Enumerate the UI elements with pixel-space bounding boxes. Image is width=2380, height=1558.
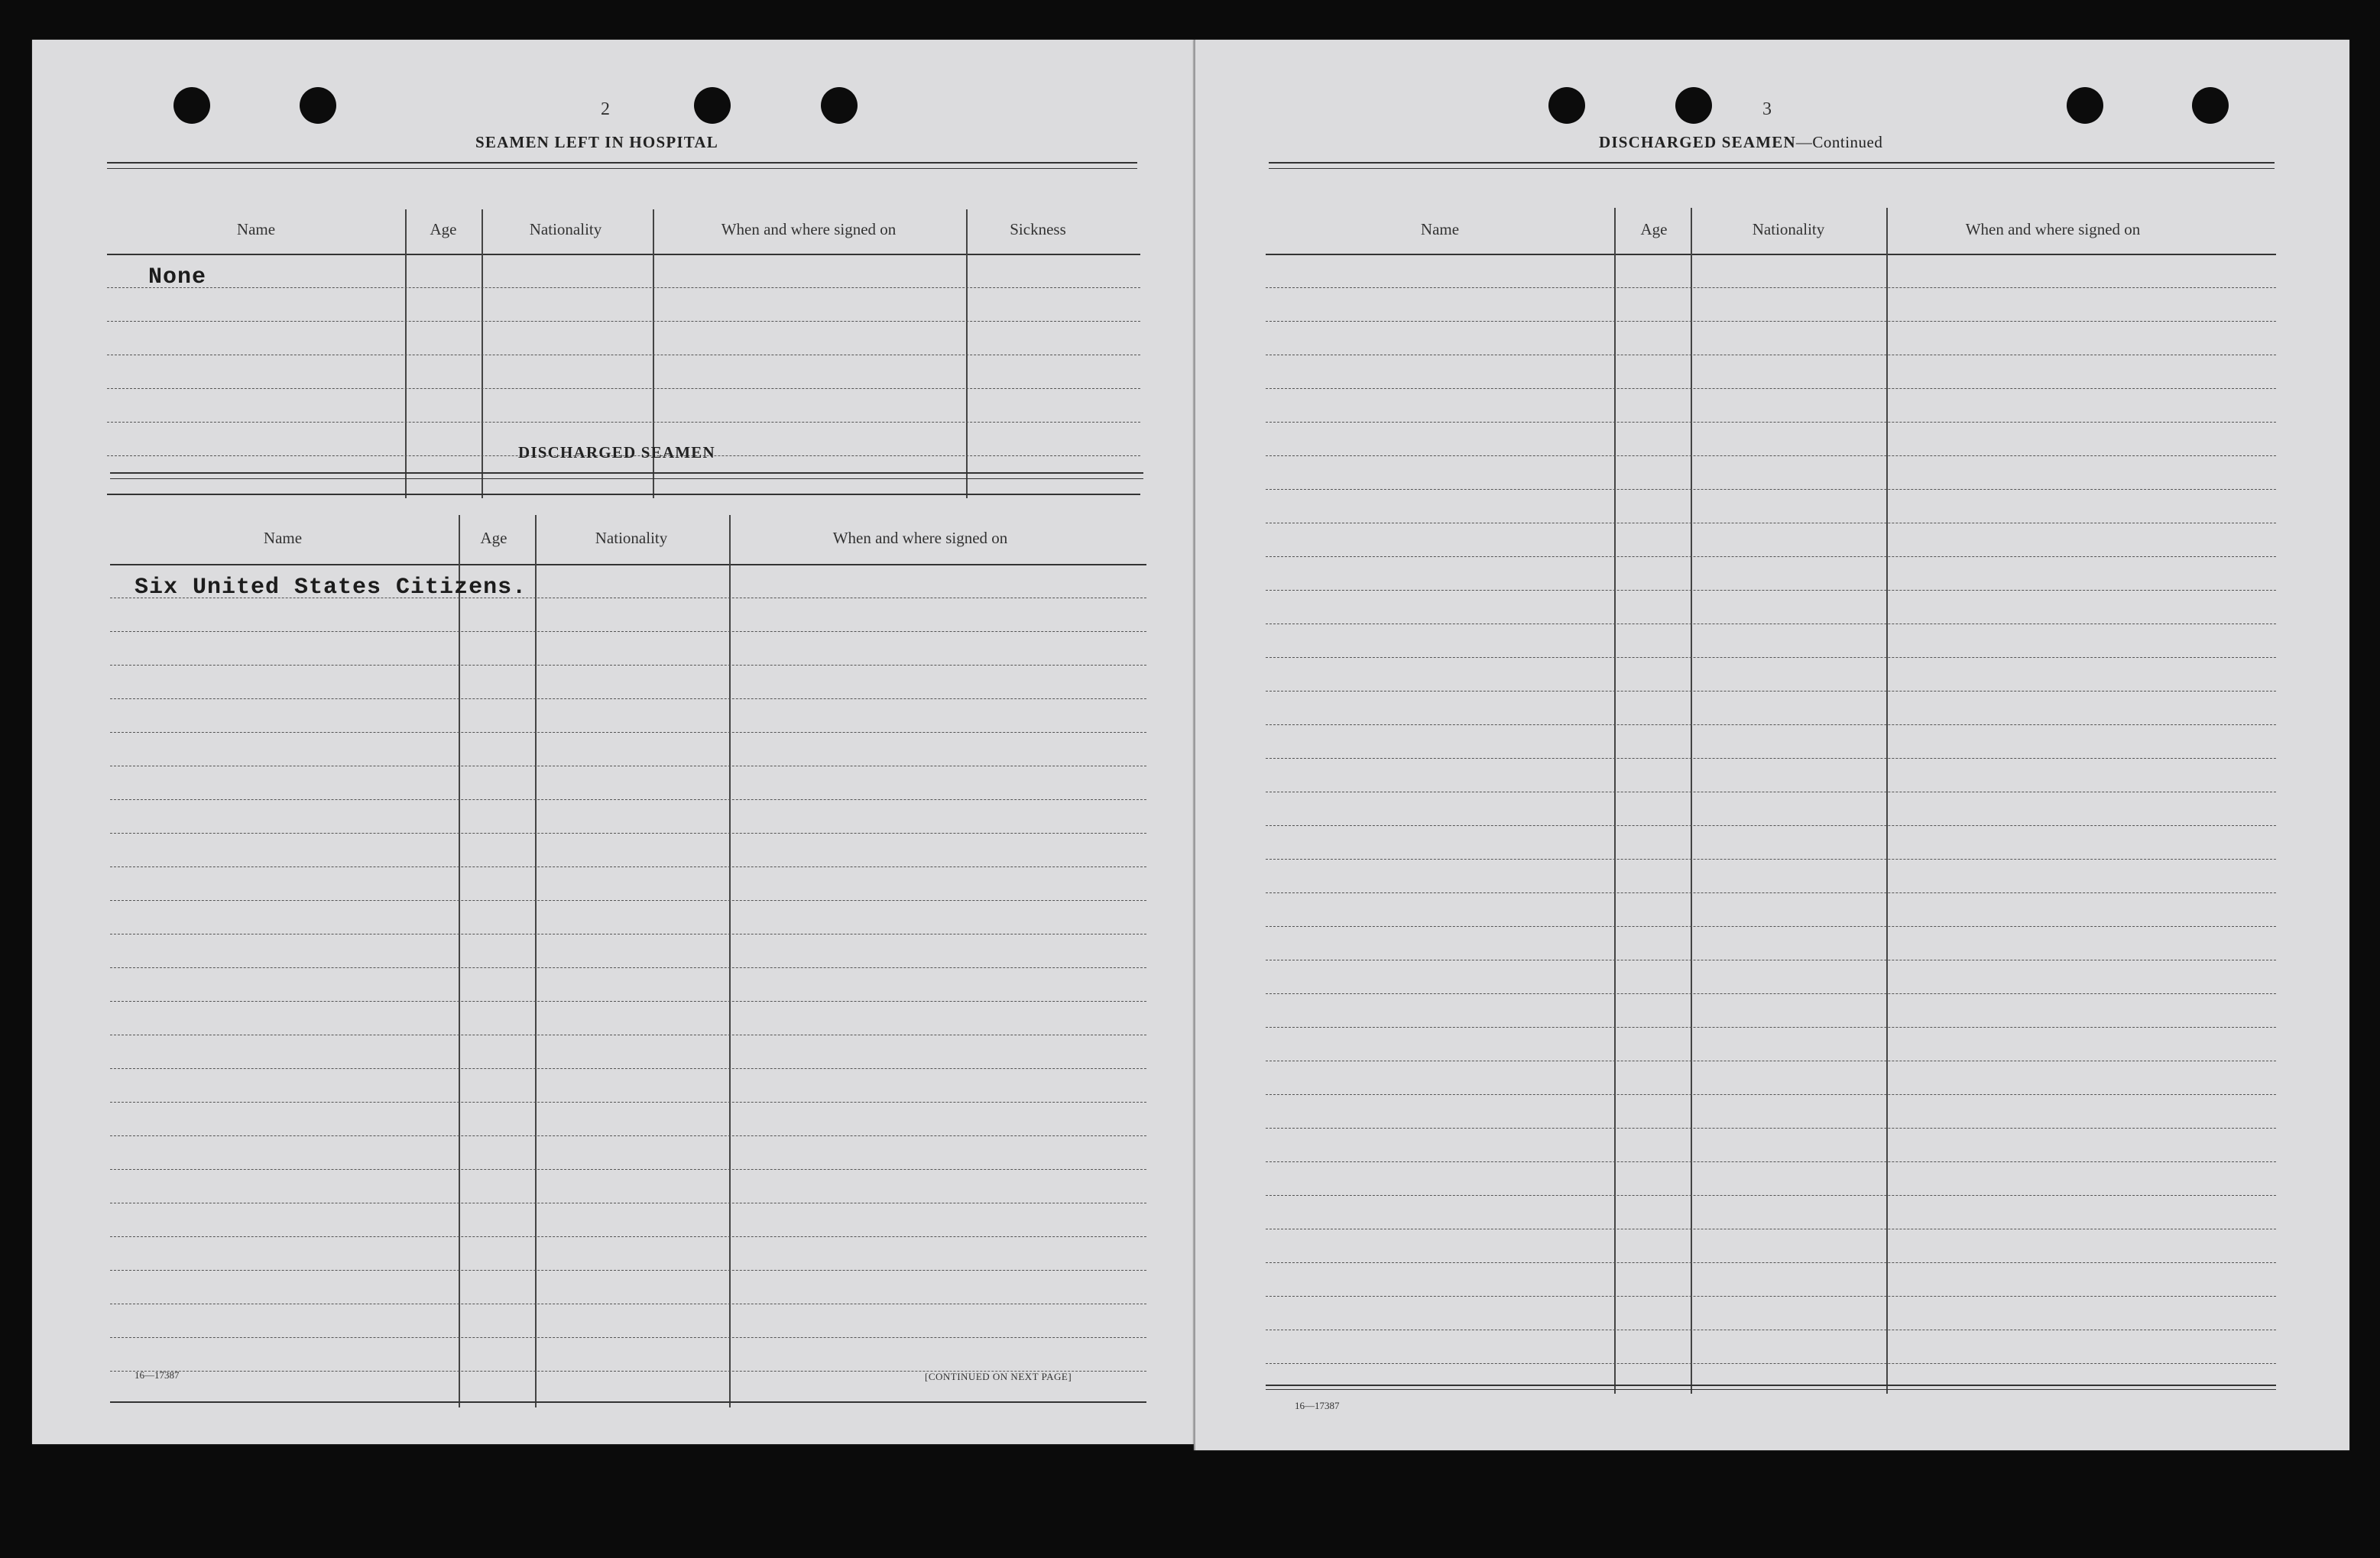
title-main: DISCHARGED SEAMEN <box>1599 133 1796 151</box>
row-line <box>107 321 1140 322</box>
column-divider <box>1886 208 1888 1394</box>
col-header-age: Age <box>1640 220 1668 238</box>
typed-entry: Six United States Citizens. <box>135 575 527 601</box>
row-line <box>110 1135 1146 1136</box>
row-line <box>110 866 1146 867</box>
row-line <box>107 388 1140 389</box>
row-line <box>1266 892 2276 893</box>
binder-hole <box>2192 87 2229 124</box>
row-line <box>1266 287 2276 288</box>
page-number: 3 <box>1762 99 1772 119</box>
row-line <box>1266 556 2276 557</box>
row-line <box>1266 455 2276 456</box>
binder-hole <box>821 87 858 124</box>
row-line <box>110 1236 1146 1237</box>
title-rule <box>110 472 1143 479</box>
col-header-name: Name <box>236 220 276 238</box>
row-line <box>1266 1195 2276 1196</box>
row-line <box>1266 388 2276 389</box>
discharged-table <box>110 481 1146 1398</box>
row-line <box>110 665 1146 666</box>
header-rule <box>1266 254 2276 255</box>
row-line <box>1266 1363 2276 1364</box>
row-line <box>1266 321 2276 322</box>
binder-hole <box>300 87 336 124</box>
col-header-age: Age <box>430 220 457 238</box>
row-line <box>1266 825 2276 826</box>
binder-hole <box>694 87 731 124</box>
col-header-signed-on: When and where signed on <box>832 529 1008 547</box>
row-line <box>110 1270 1146 1271</box>
row-line <box>110 1337 1146 1338</box>
col-header-age: Age <box>480 529 507 547</box>
discharged-continued-table <box>1266 171 2276 1394</box>
binder-hole <box>173 87 210 124</box>
table-bottom-rule <box>1266 1385 2276 1386</box>
column-divider <box>535 515 537 1407</box>
right-page <box>1194 40 2349 1450</box>
form-code: 16—17387 <box>1295 1400 1340 1411</box>
row-line <box>110 631 1146 632</box>
row-line <box>1266 1094 2276 1095</box>
section-title-discharged: DISCHARGED SEAMEN <box>518 443 715 462</box>
row-line <box>1266 1027 2276 1028</box>
header-rule <box>110 564 1146 565</box>
row-line <box>1266 590 2276 591</box>
page-number: 2 <box>601 99 610 119</box>
typed-entry: None <box>148 264 207 290</box>
section-title-discharged-continued <box>1599 133 1882 152</box>
row-line <box>110 799 1146 800</box>
col-header-signed-on: When and where signed on <box>1965 220 2141 238</box>
row-line <box>1266 489 2276 490</box>
row-line <box>1266 691 2276 692</box>
row-line <box>1266 758 2276 759</box>
row-line <box>110 732 1146 733</box>
binder-hole <box>1675 87 1712 124</box>
row-line <box>1266 1262 2276 1263</box>
row-line <box>1266 1161 2276 1162</box>
col-header-signed-on: When and where signed on <box>721 220 897 238</box>
title-rule <box>1269 162 2275 169</box>
col-header-nationality: Nationality <box>595 529 668 547</box>
col-header-sickness: Sickness <box>1010 220 1066 238</box>
row-line <box>107 287 1140 288</box>
table-bottom-rule <box>1266 1389 2276 1390</box>
hospital-table <box>107 171 1140 471</box>
continued-note: [CONTINUED ON NEXT PAGE] <box>925 1371 1072 1382</box>
form-code: 16—17387 <box>135 1369 180 1381</box>
row-line <box>1266 926 2276 927</box>
column-divider <box>1691 208 1692 1394</box>
row-line <box>1266 422 2276 423</box>
title-suffix: —Continued <box>1795 133 1883 151</box>
row-line <box>1266 657 2276 658</box>
row-line <box>1266 724 2276 725</box>
table-bottom-rule <box>110 1401 1146 1403</box>
col-header-name: Name <box>1420 220 1460 238</box>
section-title-hospital: SEAMEN LEFT IN HOSPITAL <box>475 133 718 151</box>
row-line <box>110 698 1146 699</box>
row-line <box>110 900 1146 901</box>
row-line <box>1266 859 2276 860</box>
column-divider <box>459 515 460 1407</box>
row-line <box>107 422 1140 423</box>
row-line <box>110 1169 1146 1170</box>
left-page <box>32 40 1194 1444</box>
row-line <box>110 967 1146 968</box>
row-line <box>110 833 1146 834</box>
col-header-name: Name <box>263 529 303 547</box>
column-divider <box>729 515 731 1407</box>
col-header-nationality: Nationality <box>529 220 602 238</box>
binder-hole <box>1548 87 1585 124</box>
row-line <box>1266 993 2276 994</box>
title-rule <box>107 162 1137 169</box>
column-divider <box>1614 208 1616 1394</box>
col-header-nationality: Nationality <box>1752 220 1825 238</box>
binder-hole <box>2067 87 2103 124</box>
row-line <box>110 1102 1146 1103</box>
row-line <box>1266 1296 2276 1297</box>
row-line <box>110 1001 1146 1002</box>
row-line <box>1266 1128 2276 1129</box>
header-rule <box>107 254 1140 255</box>
row-line <box>110 1068 1146 1069</box>
